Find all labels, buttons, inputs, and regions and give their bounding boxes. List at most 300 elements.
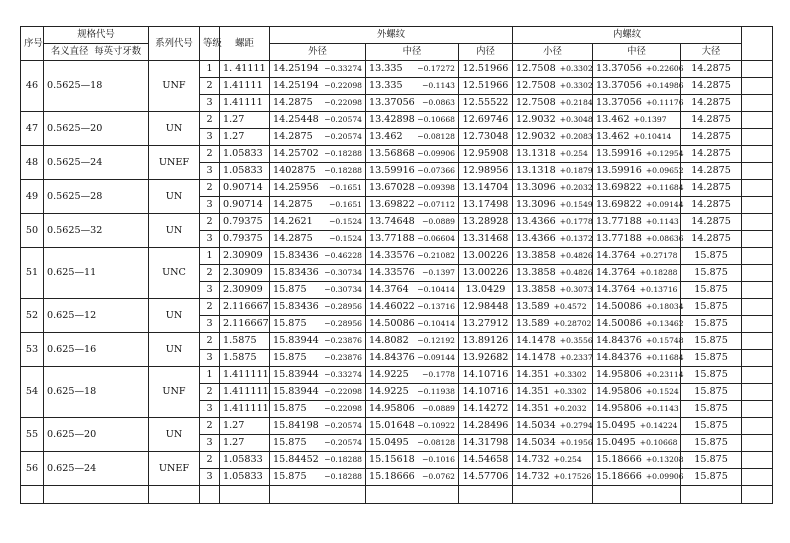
table-row (21, 248, 773, 265)
row-pitch: 0.90714 (220, 197, 270, 214)
row-pitch-diameter-value: 13.462 (369, 131, 403, 142)
row-minor-diameter-value: 13.3096 (516, 199, 556, 210)
row-minor-diameter-tolerance: +0.4572 (553, 302, 587, 311)
row-pitch-diameter-int-tolerance: +0.27178 (639, 251, 678, 260)
row-pitch-diameter-tolerance: −0.1778 (422, 370, 455, 379)
row-pitch: 2.116667 (220, 299, 270, 316)
row-blank (742, 180, 773, 197)
row-pitch-diameter-int-tolerance: +0.09652 (645, 166, 684, 175)
row-pitch-diameter-value: 14.46022 (369, 301, 415, 312)
header-row-2 (21, 44, 773, 61)
header-major: 外径 (270, 44, 366, 61)
row-pitch-diameter (366, 299, 459, 316)
row-pitch-diameter-int-value: 15.0495 (596, 437, 636, 448)
row-minor-diameter (513, 299, 593, 316)
row-blank (742, 316, 773, 333)
row-pitch-diameter-int (593, 435, 681, 452)
empty-cell (681, 486, 742, 504)
row-minor-diameter-tolerance: +0.1956 (559, 438, 593, 447)
row-minor-diameter-value: 13.3858 (516, 284, 556, 295)
row-spec: 0.625—11 (44, 248, 149, 299)
row-pitch-diameter-int-tolerance: +0.18288 (639, 268, 678, 277)
row-minor-diameter-value: 14.5034 (516, 437, 556, 448)
row-series: UNF (149, 61, 200, 112)
row-major-diameter-value: 15.875 (273, 437, 307, 448)
row-blank (742, 384, 773, 401)
row-major-diameter-value: 15.84452 (273, 454, 319, 465)
row-minor-diameter-value: 14.1478 (516, 335, 556, 346)
row-pitch-diameter-int-value: 15.18666 (596, 471, 642, 482)
table-row (21, 418, 773, 435)
row-pitch-diameter-tolerance: −0.0889 (422, 217, 455, 226)
row-pitch-diameter-tolerance: −0.08128 (417, 438, 455, 447)
row-minor-ext: 12.73048 (459, 129, 513, 146)
row-major-diameter-value: 15.875 (273, 284, 307, 295)
row-pitch-diameter-int-value: 13.462 (596, 114, 630, 125)
empty-cell (593, 486, 681, 504)
row-pitch-diameter-int-tolerance: +0.12954 (645, 149, 684, 158)
row-pitch-diameter-int (593, 367, 684, 384)
row-pitch: 1.41111 (220, 78, 270, 95)
row-major-diameter (270, 214, 366, 231)
empty-cell (366, 486, 459, 504)
row-major-diameter (270, 418, 366, 435)
row-minor-diameter-tolerance: +0.3048 (559, 115, 593, 124)
row-major-diameter (270, 231, 366, 248)
row-major-diameter-value: 15.875 (273, 403, 307, 414)
row-grade: 3 (200, 282, 220, 299)
row-major-diameter-tolerance: −0.20574 (324, 438, 362, 447)
row-pitch-diameter-int-tolerance: +0.22606 (645, 64, 684, 73)
empty-cell (220, 486, 270, 504)
row-minor-ext: 12.55522 (459, 95, 513, 112)
row-minor-diameter (513, 367, 593, 384)
row-pitch-diameter-int (593, 418, 681, 435)
row-pitch-diameter-int (593, 214, 681, 231)
row-minor-ext: 12.51966 (459, 61, 513, 78)
empty-row (21, 486, 773, 504)
row-pitch-diameter-value: 15.18666 (369, 471, 415, 482)
row-major-diameter-tolerance: −0.30734 (324, 268, 362, 277)
header-pitch-dia: 中径 (366, 44, 459, 61)
row-pitch: 1.411111 (220, 367, 270, 384)
row-blank (742, 452, 773, 469)
row-pitch-diameter (366, 214, 459, 231)
row-pitch-diameter (366, 231, 459, 248)
header-row-1 (21, 27, 773, 44)
row-pitch-diameter-int-tolerance: +0.11684 (645, 353, 684, 362)
row-minor-diameter (513, 435, 593, 452)
row-blank (742, 367, 773, 384)
row-major-diameter-value: 14.25194 (273, 80, 319, 91)
row-pitch: 1.5875 (220, 350, 270, 367)
row-pitch-diameter-int (593, 231, 684, 248)
row-grade: 3 (200, 316, 220, 333)
row-pitch-diameter-int-tolerance: +0.1143 (645, 217, 679, 226)
row-blank (742, 469, 773, 486)
row-minor-ext: 13.14704 (459, 180, 513, 197)
row-pitch-diameter-int-value: 14.3764 (596, 250, 636, 261)
row-major-int: 15.875 (681, 418, 742, 435)
row-pitch-diameter-int-tolerance: +0.14224 (639, 421, 678, 430)
row-major-diameter-tolerance: −0.22098 (324, 98, 362, 107)
row-pitch-diameter-int-value: 14.50086 (596, 301, 642, 312)
row-minor-diameter (513, 469, 593, 486)
row-pitch-diameter (366, 333, 459, 350)
row-pitch-diameter-int-value: 13.77188 (596, 233, 642, 244)
row-pitch: 1.05833 (220, 469, 270, 486)
row-minor-diameter-tolerance: +0.1879 (559, 166, 593, 175)
row-pitch-diameter (366, 401, 459, 418)
row-pitch: 1.27 (220, 129, 270, 146)
row-pitch-diameter-int-tolerance: +0.1397 (633, 115, 667, 124)
row-pitch-diameter-int-tolerance: +0.23114 (645, 370, 684, 379)
row-pitch-diameter-tolerance: −0.07112 (417, 200, 455, 209)
row-blank (742, 163, 773, 180)
row-minor-diameter-tolerance: +0.3556 (559, 336, 593, 345)
row-spec: 0.625—18 (44, 367, 149, 418)
row-major-diameter (270, 333, 366, 350)
row-minor-diameter (513, 146, 593, 163)
thread-spec-table (20, 26, 773, 504)
row-pitch-diameter-int-tolerance: +0.1143 (645, 404, 679, 413)
row-pitch-diameter (366, 316, 459, 333)
row-major-diameter-value: 14.25956 (273, 182, 319, 193)
row-minor-diameter-tolerance: +0.3302 (559, 64, 593, 73)
row-major-diameter (270, 112, 366, 129)
row-major-diameter-value: 14.2875 (273, 233, 313, 244)
row-major-diameter-tolerance: −0.23876 (324, 336, 362, 345)
row-major-int: 15.875 (681, 248, 742, 265)
row-pitch-diameter (366, 61, 459, 78)
row-pitch-diameter-int (593, 129, 681, 146)
row-pitch-diameter-value: 13.69822 (369, 199, 415, 210)
row-minor-diameter (513, 282, 593, 299)
row-pitch-diameter (366, 452, 459, 469)
table-row (21, 61, 773, 78)
row-major-diameter-value: 15.83944 (273, 335, 319, 346)
row-pitch-diameter (366, 146, 459, 163)
empty-cell (21, 486, 44, 504)
row-grade: 3 (200, 401, 220, 418)
row-grade: 3 (200, 163, 220, 180)
row-seq: 55 (21, 418, 44, 452)
row-pitch-diameter-int-value: 14.3764 (596, 284, 636, 295)
row-pitch: 1.5875 (220, 333, 270, 350)
row-grade: 3 (200, 129, 220, 146)
row-minor-ext: 14.14272 (459, 401, 513, 418)
row-minor-diameter (513, 180, 593, 197)
header-pitch-dia-int: 中径 (593, 44, 681, 61)
row-spec: 0.625—20 (44, 418, 149, 452)
row-major-diameter (270, 146, 366, 163)
row-pitch-diameter-int (593, 469, 684, 486)
row-minor-diameter-value: 13.4366 (516, 233, 556, 244)
row-pitch-diameter-int-value: 13.37056 (596, 80, 642, 91)
row-pitch-diameter-int (593, 61, 684, 78)
row-minor-diameter-value: 12.9032 (516, 131, 556, 142)
row-pitch-diameter-value: 13.42898 (369, 114, 415, 125)
header-minor: 小径 (513, 44, 593, 61)
row-major-diameter-value: 14.2875 (273, 131, 313, 142)
row-series: UN (149, 333, 200, 367)
row-pitch-diameter (366, 265, 459, 282)
row-grade: 2 (200, 265, 220, 282)
row-pitch-diameter-tolerance: −0.11938 (417, 387, 455, 396)
row-minor-diameter (513, 231, 593, 248)
row-pitch-diameter-int (593, 112, 681, 129)
row-pitch-diameter-int-value: 14.95806 (596, 369, 642, 380)
row-minor-diameter (513, 112, 593, 129)
row-minor-diameter-value: 12.9032 (516, 114, 556, 125)
row-seq: 51 (21, 248, 44, 299)
row-major-int: 15.875 (681, 384, 742, 401)
row-major-diameter (270, 367, 366, 384)
row-minor-diameter-value: 14.351 (516, 369, 550, 380)
row-pitch-diameter-tolerance: −0.21082 (417, 251, 455, 260)
row-minor-diameter-value: 12.7508 (516, 63, 556, 74)
row-major-diameter-value: 15.875 (273, 318, 307, 329)
row-pitch-diameter (366, 78, 459, 95)
row-minor-diameter-value: 12.7508 (516, 80, 556, 91)
row-grade: 1 (200, 61, 220, 78)
empty-cell (200, 486, 220, 504)
row-pitch-diameter-int-tolerance: +0.15748 (645, 336, 684, 345)
row-pitch-diameter-tolerance: −0.0762 (422, 472, 455, 481)
row-pitch: 1.05833 (220, 163, 270, 180)
row-grade: 2 (200, 180, 220, 197)
row-pitch-diameter-value: 13.67028 (369, 182, 415, 193)
row-pitch-diameter-int-tolerance: +0.1524 (645, 387, 679, 396)
row-major-diameter-tolerance: −0.22098 (324, 387, 362, 396)
row-pitch-diameter (366, 180, 459, 197)
row-minor-diameter-tolerance: +0.4826 (559, 251, 593, 260)
row-pitch-diameter-int-value: 14.50086 (596, 318, 642, 329)
row-grade: 3 (200, 469, 220, 486)
row-major-diameter-tolerance: −0.33274 (324, 370, 362, 379)
row-minor-diameter-tolerance: +0.254 (559, 149, 588, 158)
row-major-diameter-value: 15.875 (273, 471, 307, 482)
row-major-diameter-tolerance: −0.22098 (324, 404, 362, 413)
row-grade: 2 (200, 112, 220, 129)
row-pitch-diameter-int-value: 13.69822 (596, 182, 642, 193)
row-grade: 2 (200, 333, 220, 350)
row-minor-ext: 14.31798 (459, 435, 513, 452)
row-minor-ext: 13.17498 (459, 197, 513, 214)
row-pitch-diameter-int (593, 350, 684, 367)
row-blank (742, 265, 773, 282)
row-pitch-diameter-tolerance: −0.13716 (417, 302, 455, 311)
row-pitch: 2.116667 (220, 316, 270, 333)
row-major-diameter-tolerance: −0.30734 (324, 285, 362, 294)
empty-cell (742, 486, 773, 504)
row-pitch-diameter-int-tolerance: +0.08636 (645, 234, 684, 243)
row-spec: 0.625—12 (44, 299, 149, 333)
row-pitch-diameter-value: 15.0495 (369, 437, 409, 448)
row-pitch-diameter-int (593, 95, 684, 112)
header-pitch: 螺距 (220, 27, 270, 61)
row-pitch: 1.05833 (220, 452, 270, 469)
row-major-diameter-tolerance: −0.23876 (324, 353, 362, 362)
row-pitch-diameter (366, 367, 459, 384)
table-row (21, 112, 773, 129)
row-major-int: 15.875 (681, 316, 742, 333)
row-minor-diameter-tolerance: +0.2032 (559, 183, 593, 192)
row-minor-ext: 14.28496 (459, 418, 513, 435)
row-major-diameter (270, 163, 366, 180)
row-pitch-diameter-int (593, 384, 681, 401)
row-minor-diameter (513, 316, 593, 333)
row-pitch: 0.79375 (220, 214, 270, 231)
row-pitch-diameter-tolerance: −0.1143 (422, 81, 455, 90)
row-minor-ext: 13.89126 (459, 333, 513, 350)
empty-cell (149, 486, 200, 504)
empty-cell (270, 486, 366, 504)
table-row (21, 299, 773, 316)
row-major-int: 14.2875 (681, 197, 742, 214)
empty-cell (44, 486, 149, 504)
row-pitch: 1. 41111 (220, 61, 270, 78)
row-grade: 1 (200, 248, 220, 265)
table-row (21, 214, 773, 231)
row-pitch-diameter-value: 14.9225 (369, 386, 409, 397)
row-pitch-diameter-tolerance: −0.09398 (417, 183, 455, 192)
row-major-diameter-tolerance: −0.28956 (324, 319, 362, 328)
row-series: UNEF (149, 452, 200, 486)
row-blank (742, 401, 773, 418)
row-minor-diameter-tolerance: +0.2337 (559, 353, 593, 362)
row-minor-ext: 13.92682 (459, 350, 513, 367)
table-row (21, 180, 773, 197)
row-pitch-diameter-value: 13.335 (369, 63, 403, 74)
row-pitch-diameter-tolerance: −0.17272 (417, 64, 455, 73)
row-minor-diameter-value: 13.1318 (516, 165, 556, 176)
row-pitch-diameter-int (593, 78, 684, 95)
row-grade: 2 (200, 452, 220, 469)
row-seq: 53 (21, 333, 44, 367)
row-pitch: 1.411111 (220, 384, 270, 401)
row-pitch-diameter-tolerance: −0.06604 (417, 234, 455, 243)
row-pitch-diameter (366, 384, 459, 401)
row-series: UNEF (149, 146, 200, 180)
row-pitch-diameter-tolerance: −0.1016 (422, 455, 455, 464)
row-major-int: 14.2875 (681, 112, 742, 129)
row-pitch-diameter-int-value: 13.59916 (596, 165, 642, 176)
row-major-int: 14.2875 (681, 146, 742, 163)
row-major-diameter-tolerance: −0.18288 (324, 472, 362, 481)
row-blank (742, 333, 773, 350)
row-pitch-diameter-value: 14.33576 (369, 250, 415, 261)
row-major-diameter-tolerance: −0.18288 (324, 166, 362, 175)
table-row (21, 333, 773, 350)
row-pitch-diameter (366, 435, 459, 452)
row-pitch-diameter-int-value: 14.95806 (596, 403, 642, 414)
row-spec: 0.5625—28 (44, 180, 149, 214)
row-pitch-diameter-int-tolerance: +0.11684 (645, 183, 684, 192)
row-pitch-diameter-tolerance: −0.10414 (417, 319, 455, 328)
header-blank (742, 27, 773, 61)
row-pitch-diameter-int-value: 13.77188 (596, 216, 642, 227)
table-row (21, 146, 773, 163)
row-spec: 0.5625—24 (44, 146, 149, 180)
row-pitch-diameter (366, 197, 459, 214)
row-grade: 3 (200, 95, 220, 112)
row-pitch-diameter-int-value: 15.0495 (596, 420, 636, 431)
row-pitch-diameter-value: 13.77188 (369, 233, 415, 244)
row-pitch-diameter-int-tolerance: +0.13716 (639, 285, 678, 294)
row-pitch-diameter-int-value: 13.37056 (596, 63, 642, 74)
row-pitch-diameter-tolerance: −0.10668 (417, 115, 455, 124)
row-major-diameter-tolerance: −0.18288 (324, 455, 362, 464)
row-minor-diameter-tolerance: +0.4826 (559, 268, 593, 277)
row-pitch-diameter-tolerance: −0.0889 (422, 404, 455, 413)
row-major-diameter-tolerance: −0.20574 (324, 132, 362, 141)
row-series: UN (149, 112, 200, 146)
row-major-diameter-value: 14.2875 (273, 97, 313, 108)
row-minor-diameter-tolerance: +0.3302 (559, 81, 593, 90)
row-grade: 2 (200, 384, 220, 401)
row-pitch-diameter-int-tolerance: +0.10414 (633, 132, 672, 141)
row-pitch: 1.05833 (220, 146, 270, 163)
row-minor-diameter-tolerance: +0.2083 (559, 132, 593, 141)
row-major-diameter (270, 265, 366, 282)
row-minor-diameter-tolerance: +0.1778 (559, 217, 593, 226)
row-pitch-diameter-value: 14.8082 (369, 335, 409, 346)
row-minor-ext: 12.51966 (459, 78, 513, 95)
row-pitch: 1.27 (220, 435, 270, 452)
row-major-diameter (270, 384, 366, 401)
row-pitch-diameter-int (593, 180, 684, 197)
row-pitch-diameter-int (593, 316, 684, 333)
row-minor-diameter (513, 61, 593, 78)
row-pitch-diameter-int-tolerance: +0.13208 (645, 455, 684, 464)
row-series: UN (149, 299, 200, 333)
row-pitch-diameter-int (593, 401, 681, 418)
row-major-int: 15.875 (681, 299, 742, 316)
row-pitch: 1.411111 (220, 401, 270, 418)
row-minor-diameter (513, 384, 593, 401)
row-grade: 2 (200, 146, 220, 163)
row-pitch-diameter-int (593, 163, 684, 180)
row-pitch-diameter-int-value: 14.84376 (596, 352, 642, 363)
row-pitch-diameter-value: 14.33576 (369, 267, 415, 278)
row-pitch-diameter-tolerance: −0.1397 (422, 268, 455, 277)
row-major-diameter-value: 15.84198 (273, 420, 319, 431)
row-seq: 52 (21, 299, 44, 333)
row-major-int: 15.875 (681, 452, 742, 469)
row-pitch: 1.27 (220, 112, 270, 129)
header-spec: 规格代号 (44, 27, 149, 44)
row-minor-diameter-tolerance: +0.3302 (553, 370, 587, 379)
row-minor-diameter-tolerance: +0.28702 (553, 319, 592, 328)
header-grade: 等级 (200, 27, 220, 61)
row-minor-ext: 12.98956 (459, 163, 513, 180)
row-major-int: 14.2875 (681, 214, 742, 231)
row-pitch-diameter-tolerance: −0.10414 (417, 285, 455, 294)
row-minor-diameter-tolerance: +0.254 (553, 455, 582, 464)
row-seq: 54 (21, 367, 44, 418)
row-grade: 2 (200, 214, 220, 231)
row-pitch-diameter-tolerance: −0.07366 (417, 166, 455, 175)
row-major-int: 15.875 (681, 469, 742, 486)
row-pitch-diameter-int-tolerance: +0.18034 (645, 302, 684, 311)
row-pitch-diameter-int-value: 14.84376 (596, 335, 642, 346)
row-pitch: 0.90714 (220, 180, 270, 197)
row-major-diameter (270, 197, 366, 214)
row-minor-ext: 13.00226 (459, 265, 513, 282)
row-grade: 3 (200, 435, 220, 452)
row-pitch-diameter (366, 112, 459, 129)
